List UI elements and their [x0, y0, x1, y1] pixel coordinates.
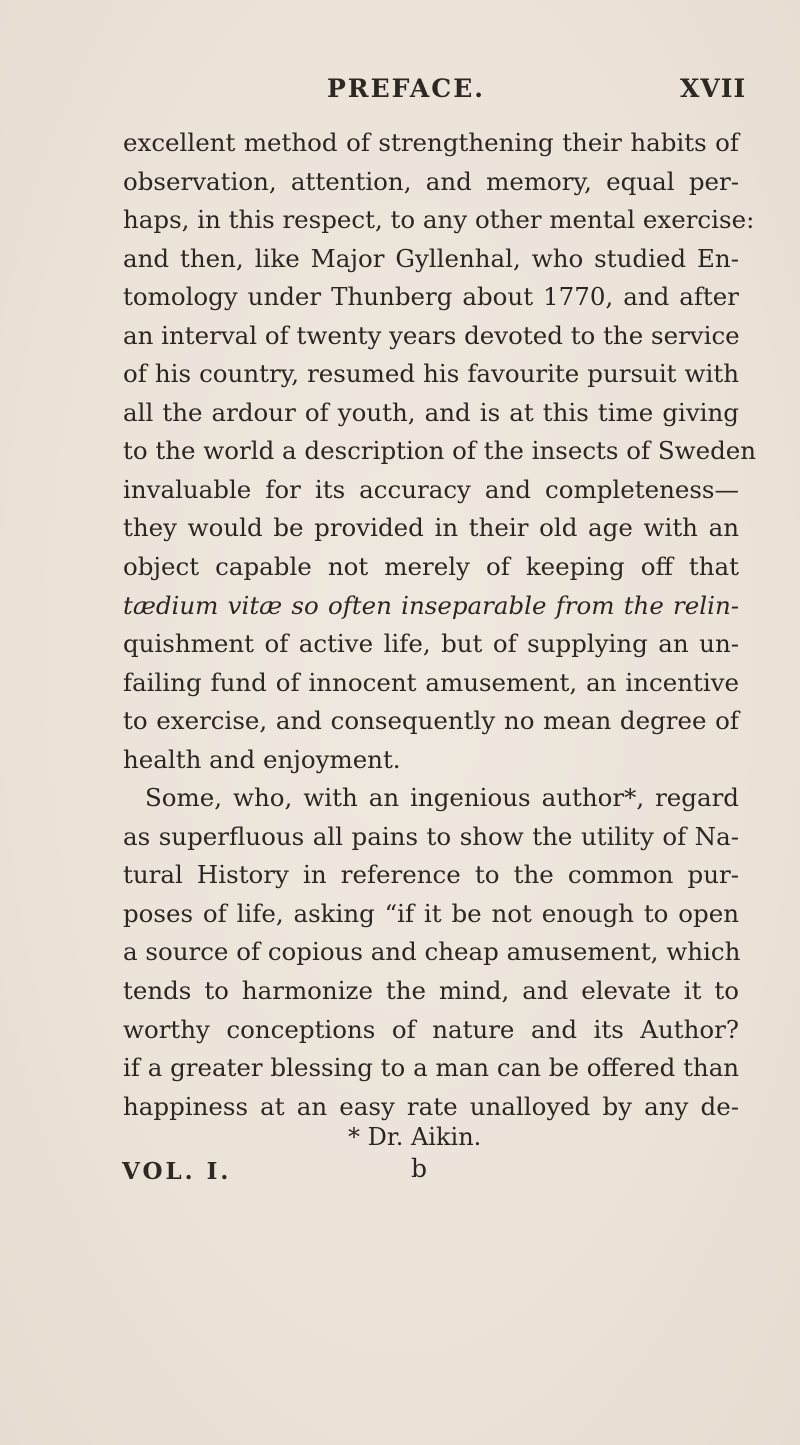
text-line: failing fund of innocent amusement, an incentive	[123, 667, 739, 697]
text-line: to the world a description of the insects of Sweden	[123, 436, 757, 466]
body-text	[123, 124, 757, 1126]
text-line: and then, like Major Gyllenhal, who studied En-	[123, 243, 739, 273]
text-line: invaluable for its accuracy and completeness—	[123, 474, 739, 504]
text-line: object capable not merely of keeping off that	[123, 552, 739, 582]
text-line: they would be provided in their old age with an	[123, 513, 739, 543]
paragraph-start-line: Some, who, with an ingenious author*, regard	[145, 783, 739, 813]
text-line: poses of life, asking “if it be not enough to open	[123, 898, 739, 928]
text-line: a source of copious and cheap amusement, which	[123, 937, 741, 967]
text-line: all the ardour of youth, and is at this time giving	[123, 397, 739, 427]
text-line: an interval of twenty years devoted to the service	[123, 320, 740, 350]
volume-signature: VOL. I.	[122, 1158, 232, 1185]
text-line: happiness at an easy rate unalloyed by any de-	[123, 1091, 739, 1121]
running-head: PREFACE.	[327, 74, 485, 103]
text-line: observation, attention, and memory, equal per-	[123, 166, 739, 196]
text-line: of his country, resumed his favourite pursuit with	[123, 359, 739, 389]
footnote: * Dr. Aikin.	[348, 1123, 482, 1151]
text-line: tends to harmonize the mind, and elevate it to	[123, 976, 739, 1006]
text-line: to exercise, and consequently no mean degree of	[123, 706, 739, 736]
page-number: XVII	[680, 74, 747, 103]
text-line: haps, in this respect, to any other mental exercise:	[123, 205, 755, 235]
text-line: quishment of active life, but of supplying an un-	[123, 629, 739, 659]
text-line: if a greater blessing to a man can be offered than	[123, 1053, 740, 1083]
text-line: tomology under Thunberg about 1770, and after	[123, 282, 739, 312]
text-line: worthy conceptions of nature and its Author?	[123, 1014, 739, 1044]
text-line: tædium vitæ so often inseparable from the relin-	[123, 590, 739, 620]
paragraph-end-line: health and enjoyment.	[123, 744, 401, 774]
text-line: excellent method of strengthening their habits of	[123, 128, 739, 157]
text-line: as superfluous all pains to show the utility of Na-	[123, 821, 739, 851]
text-line: tural History in reference to the common pur-	[123, 860, 739, 890]
signature-mark: b	[411, 1154, 428, 1183]
page-header	[0, 74, 800, 110]
